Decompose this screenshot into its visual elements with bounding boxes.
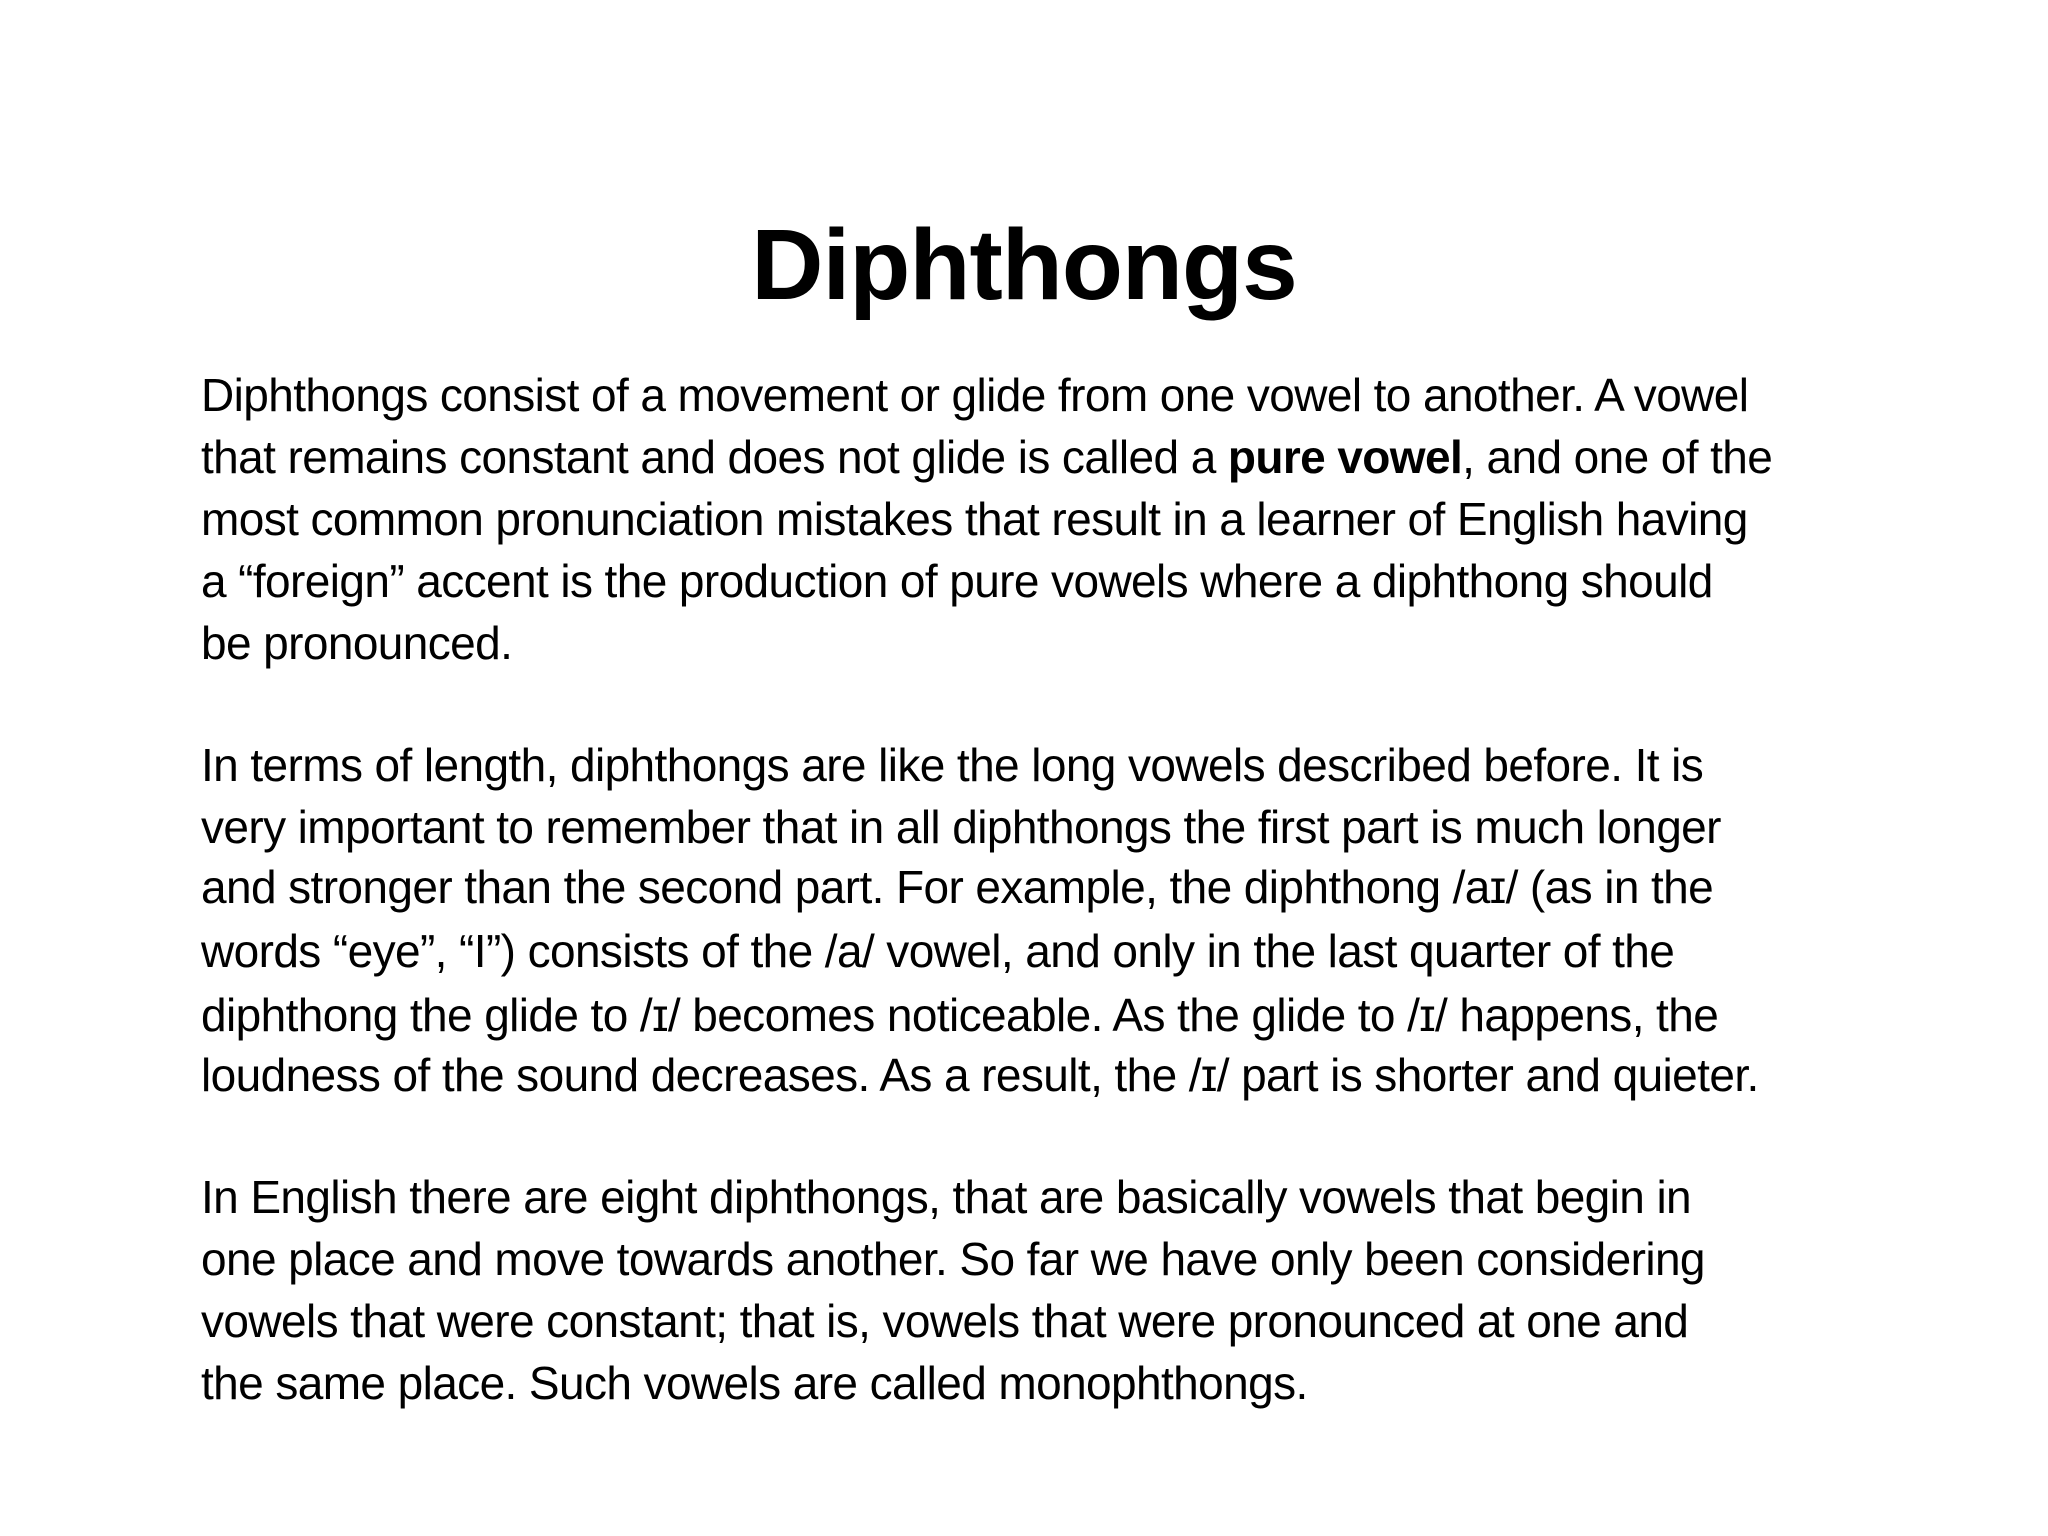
paragraph-line: very important to remember that in all diphthongs the first part is much longer [201,801,1721,853]
paragraph-line: the same place. Such vowels are called monophthongs. [201,1357,1308,1409]
paragraph-line: a “foreign” accent is the production of pure vowels where a diphthong should [201,555,1713,607]
paragraph-1 [201,364,1901,674]
paragraph-3 [201,1166,1901,1414]
paragraph-line: diphthong the glide to /ɪ/ becomes noticeable. As the glide to /ɪ/ happens, the [201,989,1719,1041]
paragraph-line [201,426,1901,488]
paragraph-line: most common pronunciation mistakes that result in a learner of English having [201,493,1748,545]
paragraph-line: words “eye”, “I”) consists of the /a/ vowel, and only in the last quarter of the [201,925,1675,977]
paragraph-text: , and one of the [1462,431,1773,483]
pure-vowel-term: pure vowel [1227,431,1463,483]
paragraph-line: loudness of the sound decreases. As a result, the /ɪ/ part is shorter and quieter. [201,1049,1759,1101]
paragraph-line: one place and move towards another. So far we have only been considering [201,1233,1705,1285]
paragraph-line: In terms of length, diphthongs are like the long vowels described before. It is [201,739,1704,791]
paragraph-line: vowels that were constant; that is, vowels that were pronounced at one and [201,1295,1689,1347]
paragraph-2 [201,734,1901,1106]
paragraph-line: be pronounced. [201,617,513,669]
paragraph-line: Diphthongs consist of a movement or glide from one vowel to another. A vowel [201,369,1749,421]
paragraph-text: that remains constant and does not glide is called a [201,431,1228,483]
paragraph-line: and stronger than the second part. For example, the diphthong /aɪ/ (as in the [201,861,1714,913]
paragraph-line: In English there are eight diphthongs, that are basically vowels that begin in [201,1171,1692,1223]
slide-title: Diphthongs [751,209,1297,321]
